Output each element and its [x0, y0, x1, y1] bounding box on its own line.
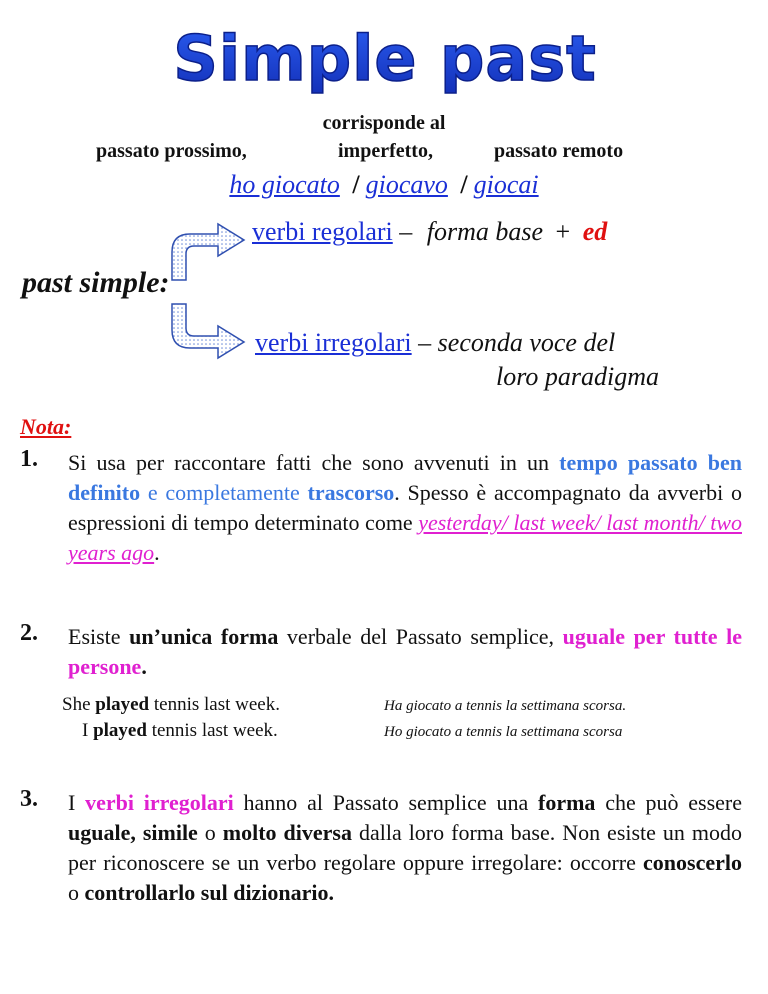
time-expressions-link[interactable]: yesterday/ last week/ last month/ two years ago [68, 510, 742, 565]
title-wordart [130, 18, 640, 98]
irregular-rule-line2: loro paradigma [496, 362, 659, 391]
text: . [141, 654, 147, 679]
paragraph-number-2: 2. [20, 620, 38, 646]
past-simple-label: past simple: [22, 266, 170, 299]
text: I [68, 790, 86, 815]
text: Si usa per raccontare fatti che sono avvenuti in un [68, 450, 560, 475]
verb-played: played [93, 720, 147, 741]
highlight-forma: forma [538, 790, 596, 815]
example-ho-giocato[interactable]: ho giocato [229, 170, 340, 199]
tense-2: imperfetto, [338, 140, 433, 162]
example-sentence-2 [82, 720, 278, 742]
regular-verbs-link[interactable]: verbi regolari [252, 217, 393, 246]
tense-examples [0, 170, 768, 200]
highlight-unica-forma: un’unica forma [129, 624, 279, 649]
text: Esiste [68, 624, 130, 649]
example-giocavo[interactable]: giocavo [365, 170, 448, 199]
highlight-verbi-irregolari: verbi irregolari [85, 790, 234, 815]
highlight-uguale: uguale per tutte le persone [68, 624, 742, 679]
irregular-rule-line1: seconda voce del [437, 328, 616, 357]
example-translation-1: Ha giocato a tennis la settimana scorsa. [384, 698, 627, 714]
arrow-down-right-icon [168, 302, 248, 360]
paragraph-3 [68, 788, 742, 908]
highlight-tempo-passato: tempo passato ben definito [68, 450, 742, 505]
paragraph-1 [68, 448, 742, 568]
paragraph-number-3: 3. [20, 786, 38, 812]
text: tennis last week. [146, 720, 278, 741]
paragraph-2 [68, 622, 742, 682]
text: . Spesso è accompagnato da avverbi o espressioni di tempo determinato come [68, 480, 742, 535]
text: She [62, 694, 96, 715]
text: che può essere [595, 790, 743, 815]
text: dalla loro forma base. Non esiste un modo per riconoscere se un verbo regolare oppure irregolare: occorre [68, 820, 743, 875]
highlight-conoscerlo: conoscerlo [643, 850, 742, 875]
highlight-trascorso: trascorso [307, 480, 395, 505]
irregular-rule-row [255, 328, 615, 358]
plus-sign: + [555, 217, 571, 246]
regular-rule: forma base [426, 217, 544, 246]
example-sentence-1 [62, 694, 280, 716]
text: . [154, 540, 160, 565]
highlight-dizionario: controllarlo sul dizionario. [84, 880, 335, 905]
verb-played: played [95, 694, 150, 715]
dash: – [418, 328, 432, 357]
page-title: Simple past [173, 22, 597, 95]
arrow-up-right-icon [168, 222, 248, 282]
example-giocai: giocai [473, 170, 539, 199]
text: o [68, 880, 85, 905]
separator: / [460, 170, 468, 199]
separator: / [352, 170, 360, 199]
highlight-uguale-simile: uguale, simile [68, 820, 198, 845]
text: verbale del Passato semplice, [278, 624, 563, 649]
dash: – [399, 217, 413, 246]
text: hanno al Passato semplice una [233, 790, 538, 815]
text: e completamente [140, 480, 308, 505]
example-translation-2: Ho giocato a tennis la settimana scorsa [384, 724, 623, 740]
tense-1: passato prossimo, [96, 140, 247, 162]
text: I [82, 720, 94, 741]
text: o [197, 820, 223, 845]
regular-rule-row [252, 217, 607, 247]
text: tennis last week. [149, 694, 280, 715]
paragraph-number-1: 1. [20, 446, 38, 472]
highlight-molto-diversa: molto diversa [222, 820, 352, 845]
tense-3: passato remoto [494, 140, 624, 162]
irregular-verbs-link[interactable]: verbi irregolari [255, 328, 412, 357]
nota-heading: Nota: [20, 414, 72, 439]
header-line1: corrisponde al [322, 112, 446, 134]
ed-suffix: ed [582, 217, 608, 246]
